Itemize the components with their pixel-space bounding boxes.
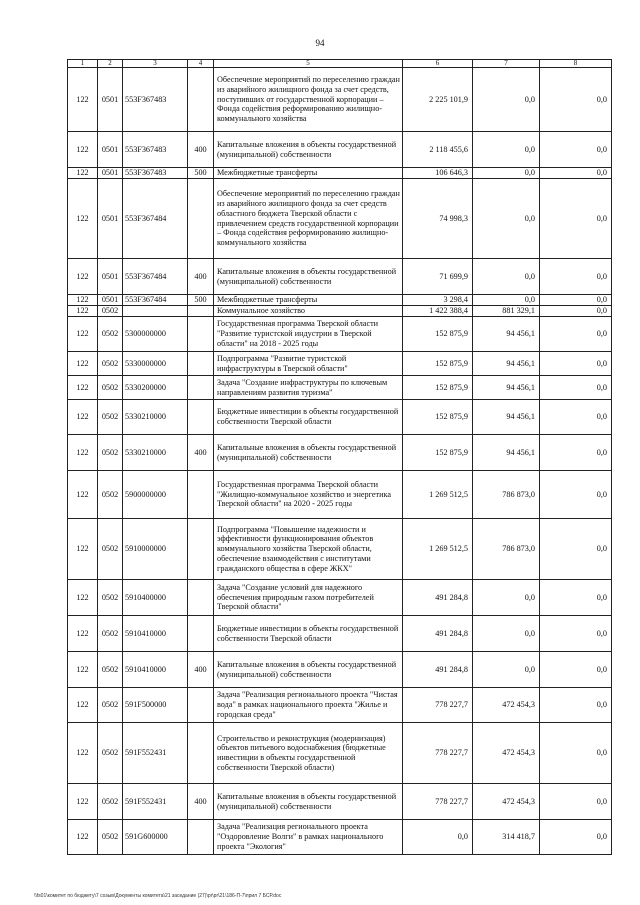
cell-section-code: 0501 — [98, 295, 123, 306]
cell-amount-col7: 0,0 — [473, 259, 540, 295]
cell-target-code: 591F500000 — [123, 688, 188, 723]
cell-amount-col6: 1 422 388,4 — [403, 306, 473, 317]
cell-amount-col8: 0,0 — [540, 132, 612, 168]
cell-expense-type — [188, 616, 214, 652]
cell-amount-col8: 0,0 — [540, 652, 612, 688]
column-header: 8 — [540, 60, 612, 68]
cell-expense-type: 400 — [188, 784, 214, 820]
cell-amount-col8: 0,0 — [540, 317, 612, 352]
table-row — [68, 723, 612, 784]
cell-expense-type — [188, 471, 214, 519]
cell-amount-col6: 778 227,7 — [403, 688, 473, 723]
cell-target-code: 553F367483 — [123, 132, 188, 168]
cell-description: Задача "Создание инфраструктуры по ключевым направлениям развития туризма" — [214, 376, 403, 400]
cell-amount-col6: 491 284,8 — [403, 652, 473, 688]
cell-amount-col7: 786 873,0 — [473, 519, 540, 580]
cell-description: Задача "Реализация регионального проекта "Чистая вода" в рамках национального проекта "Жилье и городская среда" — [214, 688, 403, 723]
cell-section-code: 0502 — [98, 616, 123, 652]
cell-description: Коммунальное хозяйство — [214, 306, 403, 317]
column-header: 4 — [188, 60, 214, 68]
cell-amount-col8: 0,0 — [540, 400, 612, 435]
column-header: 2 — [98, 60, 123, 68]
cell-amount-col7: 94 456,1 — [473, 352, 540, 376]
cell-admin-code: 122 — [68, 820, 98, 855]
cell-section-code: 0502 — [98, 352, 123, 376]
cell-admin-code: 122 — [68, 723, 98, 784]
cell-expense-type — [188, 723, 214, 784]
cell-amount-col8: 0,0 — [540, 376, 612, 400]
cell-amount-col6: 152 875,9 — [403, 400, 473, 435]
table-row — [68, 820, 612, 855]
cell-expense-type: 500 — [188, 168, 214, 179]
cell-admin-code: 122 — [68, 352, 98, 376]
cell-amount-col7: 881 329,1 — [473, 306, 540, 317]
cell-target-code: 5910410000 — [123, 616, 188, 652]
table-row — [68, 132, 612, 168]
cell-admin-code: 122 — [68, 688, 98, 723]
cell-amount-col8: 0,0 — [540, 306, 612, 317]
cell-amount-col7: 94 456,1 — [473, 376, 540, 400]
cell-expense-type: 400 — [188, 132, 214, 168]
cell-expense-type — [188, 317, 214, 352]
cell-expense-type: 400 — [188, 652, 214, 688]
cell-amount-col6: 152 875,9 — [403, 317, 473, 352]
cell-description: Государственная программа Тверской области "Развитие туристской индустрии в Тверской области" на 2018 - 2025 годы — [214, 317, 403, 352]
cell-amount-col7: 0,0 — [473, 168, 540, 179]
table-row — [68, 295, 612, 306]
table-row — [68, 352, 612, 376]
cell-admin-code: 122 — [68, 519, 98, 580]
cell-description: Строительство и реконструкция (модернизация) объектов питьевого водоснабжения (бюджетные инвестиции в объекты государственной собственности Тверской области) — [214, 723, 403, 784]
cell-target-code: 5910000000 — [123, 519, 188, 580]
cell-expense-type — [188, 376, 214, 400]
cell-target-code: 591F552431 — [123, 784, 188, 820]
cell-section-code: 0502 — [98, 471, 123, 519]
table-body — [68, 68, 612, 855]
cell-amount-col8: 0,0 — [540, 168, 612, 179]
cell-amount-col6: 2 118 455,6 — [403, 132, 473, 168]
column-header: 5 — [214, 60, 403, 68]
cell-amount-col7: 94 456,1 — [473, 317, 540, 352]
cell-description: Обеспечение мероприятий по переселению граждан из аварийного жилищного фонда за счет средств, поступивших от государственной корпорации – Фонда содействия реформированию жилищно-коммунального хозяйства — [214, 68, 403, 132]
cell-expense-type: 500 — [188, 295, 214, 306]
cell-description: Подпрограмма "Развитие туристской инфраструктуры в Тверской области" — [214, 352, 403, 376]
table-row — [68, 580, 612, 616]
cell-amount-col6: 152 875,9 — [403, 435, 473, 471]
cell-admin-code: 122 — [68, 784, 98, 820]
cell-expense-type: 400 — [188, 435, 214, 471]
cell-description: Капитальные вложения в объекты государственной (муниципальной) собственности — [214, 652, 403, 688]
table-row — [68, 471, 612, 519]
cell-description: Капитальные вложения в объекты государственной (муниципальной) собственности — [214, 132, 403, 168]
cell-amount-col6: 0,0 — [403, 820, 473, 855]
cell-amount-col8: 0,0 — [540, 820, 612, 855]
file-path-footer: \\fs01\комитет по бюджету\7 созыв\Документы комитета\21 заседание (27)\pr\pr\21\186-П-7\прил 7 БСР.doc — [34, 893, 282, 899]
cell-amount-col8: 0,0 — [540, 580, 612, 616]
cell-section-code: 0501 — [98, 68, 123, 132]
cell-target-code: 5910410000 — [123, 652, 188, 688]
cell-amount-col8: 0,0 — [540, 295, 612, 306]
cell-target-code: 553F367484 — [123, 295, 188, 306]
cell-target-code: 553F367484 — [123, 259, 188, 295]
cell-amount-col8: 0,0 — [540, 352, 612, 376]
cell-amount-col6: 1 269 512,5 — [403, 471, 473, 519]
cell-target-code — [123, 306, 188, 317]
cell-amount-col6: 74 998,3 — [403, 179, 473, 259]
cell-amount-col6: 778 227,7 — [403, 723, 473, 784]
cell-expense-type — [188, 519, 214, 580]
cell-amount-col8: 0,0 — [540, 179, 612, 259]
cell-admin-code: 122 — [68, 132, 98, 168]
cell-admin-code: 122 — [68, 168, 98, 179]
cell-amount-col6: 778 227,7 — [403, 784, 473, 820]
table-row — [68, 435, 612, 471]
table-row — [68, 168, 612, 179]
cell-amount-col7: 472 454,3 — [473, 688, 540, 723]
column-header: 6 — [403, 60, 473, 68]
cell-expense-type — [188, 68, 214, 132]
table-header-row — [68, 60, 612, 68]
cell-section-code: 0502 — [98, 519, 123, 580]
cell-amount-col6: 3 298,4 — [403, 295, 473, 306]
cell-amount-col8: 0,0 — [540, 68, 612, 132]
cell-expense-type: 400 — [188, 259, 214, 295]
cell-amount-col7: 0,0 — [473, 616, 540, 652]
cell-admin-code: 122 — [68, 317, 98, 352]
cell-section-code: 0502 — [98, 435, 123, 471]
cell-description: Обеспечение мероприятий по переселению граждан из аварийного жилищного фонда за счет средств областного бюджета Тверской области с привлечением средств государственной корпорации – Фонда содействия реформированию жилищно-коммунального хозяйства — [214, 179, 403, 259]
cell-amount-col7: 472 454,3 — [473, 784, 540, 820]
table-row — [68, 652, 612, 688]
cell-amount-col7: 0,0 — [473, 295, 540, 306]
cell-section-code: 0502 — [98, 306, 123, 317]
cell-amount-col7: 0,0 — [473, 179, 540, 259]
table-row — [68, 688, 612, 723]
table-row — [68, 784, 612, 820]
cell-section-code: 0502 — [98, 688, 123, 723]
cell-section-code: 0502 — [98, 784, 123, 820]
cell-admin-code: 122 — [68, 471, 98, 519]
table-row — [68, 519, 612, 580]
cell-description: Государственная программа Тверской области "Жилищно-коммунальное хозяйство и энергетика Тверской области" на 2020 - 2025 годы — [214, 471, 403, 519]
cell-amount-col6: 2 225 101,9 — [403, 68, 473, 132]
cell-amount-col6: 491 284,8 — [403, 580, 473, 616]
cell-admin-code: 122 — [68, 652, 98, 688]
cell-admin-code: 122 — [68, 295, 98, 306]
cell-admin-code: 122 — [68, 259, 98, 295]
column-header: 7 — [473, 60, 540, 68]
cell-description: Межбюджетные трансферты — [214, 168, 403, 179]
cell-expense-type — [188, 580, 214, 616]
cell-target-code: 553F367483 — [123, 68, 188, 132]
cell-description: Задача "Создание условий для надежного обеспечения природным газом потребителей Тверской области" — [214, 580, 403, 616]
cell-description: Задача "Реализация регионального проекта "Оздоровление Волги" в рамках национального проекта "Экология" — [214, 820, 403, 855]
cell-section-code: 0502 — [98, 317, 123, 352]
cell-amount-col7: 0,0 — [473, 68, 540, 132]
column-header: 3 — [123, 60, 188, 68]
cell-target-code: 5330000000 — [123, 352, 188, 376]
cell-description: Межбюджетные трансферты — [214, 295, 403, 306]
page-number: 94 — [315, 38, 325, 48]
cell-admin-code: 122 — [68, 68, 98, 132]
cell-expense-type — [188, 179, 214, 259]
cell-amount-col7: 94 456,1 — [473, 435, 540, 471]
cell-amount-col8: 0,0 — [540, 688, 612, 723]
cell-amount-col7: 0,0 — [473, 132, 540, 168]
cell-amount-col7: 472 454,3 — [473, 723, 540, 784]
cell-section-code: 0502 — [98, 376, 123, 400]
cell-admin-code: 122 — [68, 616, 98, 652]
cell-expense-type — [188, 400, 214, 435]
table-row — [68, 68, 612, 132]
budget-table — [67, 59, 612, 855]
cell-section-code: 0501 — [98, 132, 123, 168]
cell-target-code: 553F367484 — [123, 179, 188, 259]
cell-section-code: 0501 — [98, 179, 123, 259]
cell-amount-col8: 0,0 — [540, 519, 612, 580]
cell-admin-code: 122 — [68, 400, 98, 435]
cell-section-code: 0501 — [98, 168, 123, 179]
cell-amount-col7: 786 873,0 — [473, 471, 540, 519]
cell-target-code: 5900000000 — [123, 471, 188, 519]
cell-amount-col6: 152 875,9 — [403, 352, 473, 376]
table-row — [68, 616, 612, 652]
cell-amount-col8: 0,0 — [540, 471, 612, 519]
cell-amount-col8: 0,0 — [540, 723, 612, 784]
cell-target-code: 5330200000 — [123, 376, 188, 400]
cell-expense-type — [188, 352, 214, 376]
cell-expense-type — [188, 688, 214, 723]
cell-expense-type — [188, 306, 214, 317]
column-header: 1 — [68, 60, 98, 68]
cell-amount-col7: 94 456,1 — [473, 400, 540, 435]
cell-amount-col6: 491 284,8 — [403, 616, 473, 652]
cell-section-code: 0502 — [98, 820, 123, 855]
cell-admin-code: 122 — [68, 580, 98, 616]
cell-section-code: 0502 — [98, 652, 123, 688]
cell-target-code: 5300000000 — [123, 317, 188, 352]
cell-amount-col6: 71 699,9 — [403, 259, 473, 295]
cell-target-code: 5330210000 — [123, 400, 188, 435]
cell-section-code: 0502 — [98, 580, 123, 616]
cell-admin-code: 122 — [68, 179, 98, 259]
cell-description: Подпрограмма "Повышение надежности и эффективности функционирования объектов коммунального хозяйства Тверской области, обеспечение взаимодействия с институтами гражданского общества в сфере ЖКХ" — [214, 519, 403, 580]
cell-admin-code: 122 — [68, 435, 98, 471]
table-row — [68, 376, 612, 400]
table-row — [68, 306, 612, 317]
table-row — [68, 400, 612, 435]
table-row — [68, 179, 612, 259]
table-row — [68, 317, 612, 352]
cell-amount-col8: 0,0 — [540, 616, 612, 652]
cell-amount-col6: 106 646,3 — [403, 168, 473, 179]
cell-target-code: 5330210000 — [123, 435, 188, 471]
cell-description: Бюджетные инвестиции в объекты государственной собственности Тверской области — [214, 400, 403, 435]
cell-amount-col6: 1 269 512,5 — [403, 519, 473, 580]
cell-section-code: 0502 — [98, 723, 123, 784]
cell-amount-col8: 0,0 — [540, 259, 612, 295]
cell-target-code: 553F367483 — [123, 168, 188, 179]
cell-description: Бюджетные инвестиции в объекты государственной собственности Тверской области — [214, 616, 403, 652]
cell-admin-code: 122 — [68, 306, 98, 317]
cell-amount-col7: 0,0 — [473, 580, 540, 616]
cell-section-code: 0501 — [98, 259, 123, 295]
cell-amount-col8: 0,0 — [540, 435, 612, 471]
cell-description: Капитальные вложения в объекты государственной (муниципальной) собственности — [214, 259, 403, 295]
cell-expense-type — [188, 820, 214, 855]
cell-section-code: 0502 — [98, 400, 123, 435]
cell-amount-col8: 0,0 — [540, 784, 612, 820]
cell-admin-code: 122 — [68, 376, 98, 400]
cell-target-code: 591G600000 — [123, 820, 188, 855]
table-row — [68, 259, 612, 295]
cell-description: Капитальные вложения в объекты государственной (муниципальной) собственности — [214, 435, 403, 471]
cell-target-code: 591F552431 — [123, 723, 188, 784]
cell-amount-col6: 152 875,9 — [403, 376, 473, 400]
cell-target-code: 5910400000 — [123, 580, 188, 616]
cell-amount-col7: 0,0 — [473, 652, 540, 688]
cell-amount-col7: 314 418,7 — [473, 820, 540, 855]
cell-description: Капитальные вложения в объекты государственной (муниципальной) собственности — [214, 784, 403, 820]
